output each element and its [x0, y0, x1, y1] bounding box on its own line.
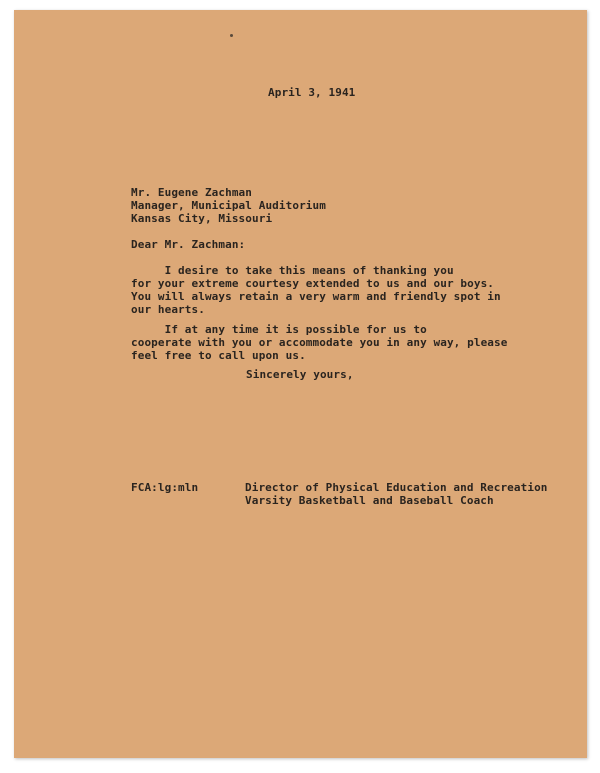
paragraph-line: feel free to call upon us. [131, 349, 306, 362]
signature-title-line: Varsity Basketball and Baseball Coach [245, 494, 494, 507]
paragraph-line: our hearts. [131, 303, 205, 316]
signature-title-line: Director of Physical Education and Recreation [245, 481, 548, 494]
recipient-title: Manager, Municipal Auditorium [131, 199, 326, 212]
paragraph-line: I desire to take this means of thanking you [131, 264, 454, 277]
paper-speck [230, 34, 233, 37]
recipient-name: Mr. Eugene Zachman [131, 186, 253, 199]
letter-page [14, 10, 587, 758]
recipient-location: Kansas City, Missouri [131, 212, 273, 225]
paragraph-line: You will always retain a very warm and friendly spot in [131, 290, 501, 303]
paragraph-line: If at any time it is possible for us to [131, 323, 427, 336]
reference-initials: FCA:lg:mln [131, 481, 199, 494]
salutation: Dear Mr. Zachman: [131, 238, 246, 251]
paragraph-line: for your extreme courtesy extended to us and our boys. [131, 277, 495, 290]
letter-date: April 3, 1941 [268, 86, 356, 99]
closing: Sincerely yours, [246, 368, 354, 381]
paragraph-line: cooperate with you or accommodate you in any way, please [131, 336, 508, 349]
